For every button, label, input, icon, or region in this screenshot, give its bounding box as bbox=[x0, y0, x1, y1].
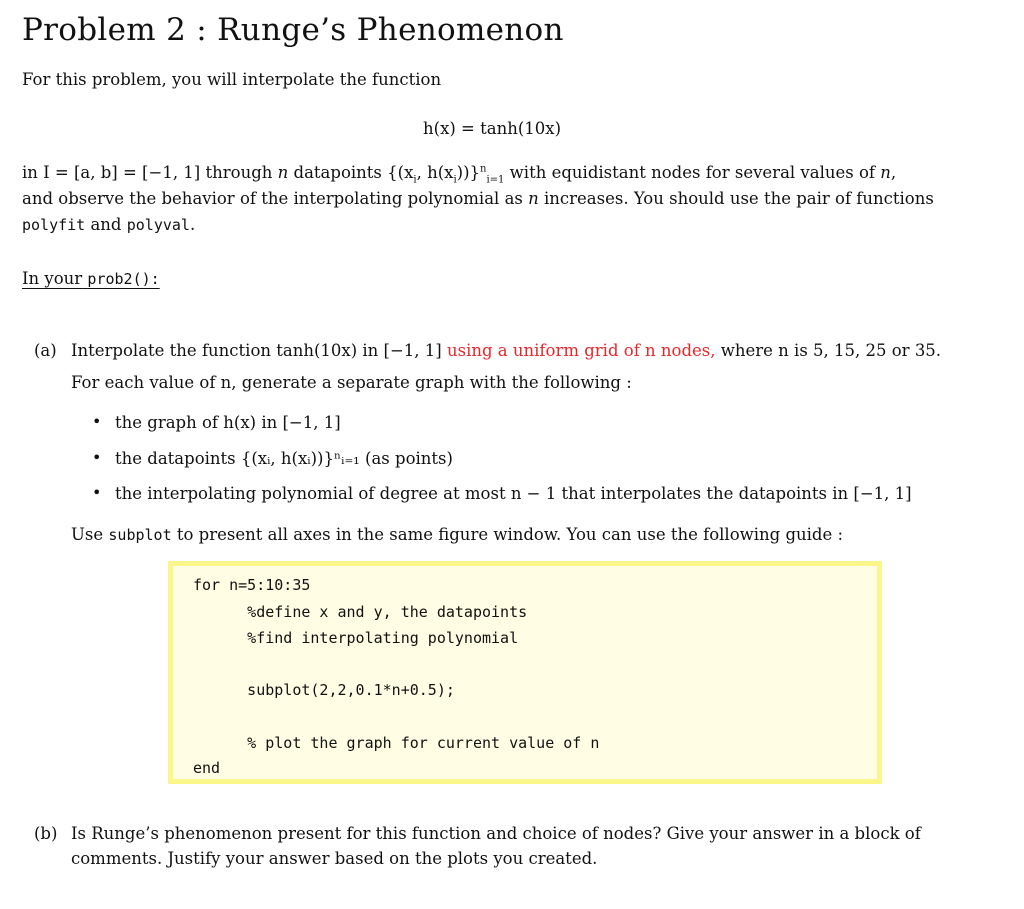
bullet-item: the datapoints {(xᵢ, h(xᵢ))}ⁿᵢ₌₁ (as points) bbox=[115, 449, 453, 468]
part-a-line3: Use subplot to present all axes in the same figure window. You can use the following guide : bbox=[71, 525, 844, 544]
code-block bbox=[168, 561, 882, 784]
code-line: %find interpolating polynomial bbox=[193, 629, 519, 647]
page-title: Problem 2 : Runge’s Phenomenon bbox=[22, 12, 564, 48]
highlight-text: using a uniform grid of n nodes, bbox=[446, 341, 716, 360]
bullet-item: the graph of h(x) in [−1, 1] bbox=[115, 413, 341, 432]
bullet-icon: • bbox=[92, 448, 102, 467]
part-a-line2: For each value of n, generate a separate graph with the following : bbox=[71, 373, 632, 392]
code-line: %define x and y, the datapoints bbox=[193, 603, 528, 621]
code-line: % plot the graph for current value of n bbox=[193, 734, 600, 752]
part-a-line1: Interpolate the function tanh(10x) in [−1, 1] using a uniform grid of n nodes, where n is 5, 15, 25 or 35. bbox=[71, 341, 942, 360]
code-line: end bbox=[193, 759, 221, 777]
part-b-label: (b) bbox=[34, 824, 58, 843]
part-b-line1: Is Runge’s phenomenon present for this function and choice of nodes? Give your answer in a block of bbox=[71, 824, 921, 843]
prob2-heading: In your prob2(): bbox=[22, 269, 160, 288]
bullet-item: the interpolating polynomial of degree at most n − 1 that interpolates the datapoints in [−1, 1] bbox=[115, 484, 912, 503]
para1-line3: polyfit and polyval. bbox=[22, 215, 196, 234]
intro-text: For this problem, you will interpolate the function bbox=[22, 70, 442, 89]
part-b-line2: comments. Justify your answer based on the plots you created. bbox=[71, 849, 598, 868]
bullet-icon: • bbox=[92, 412, 102, 431]
part-a-label: (a) bbox=[34, 341, 57, 360]
para1-line2: and observe the behavior of the interpolating polynomial as n increases. You should use the pair of functions bbox=[22, 189, 934, 208]
para1-line1: in I = [a, b] = [−1, 1] through n datapoints {($x_i$, $h(x_i))\}^n_{i=1}$ with equidistant nodes for several values of n, bbox=[22, 163, 897, 186]
bullet-icon: • bbox=[92, 483, 102, 502]
code-line: for n=5:10:35 bbox=[193, 576, 311, 594]
code-line: subplot(2,2,0.1*n+0.5); bbox=[193, 681, 455, 699]
formula: h(x) = tanh(10x) bbox=[423, 119, 562, 138]
